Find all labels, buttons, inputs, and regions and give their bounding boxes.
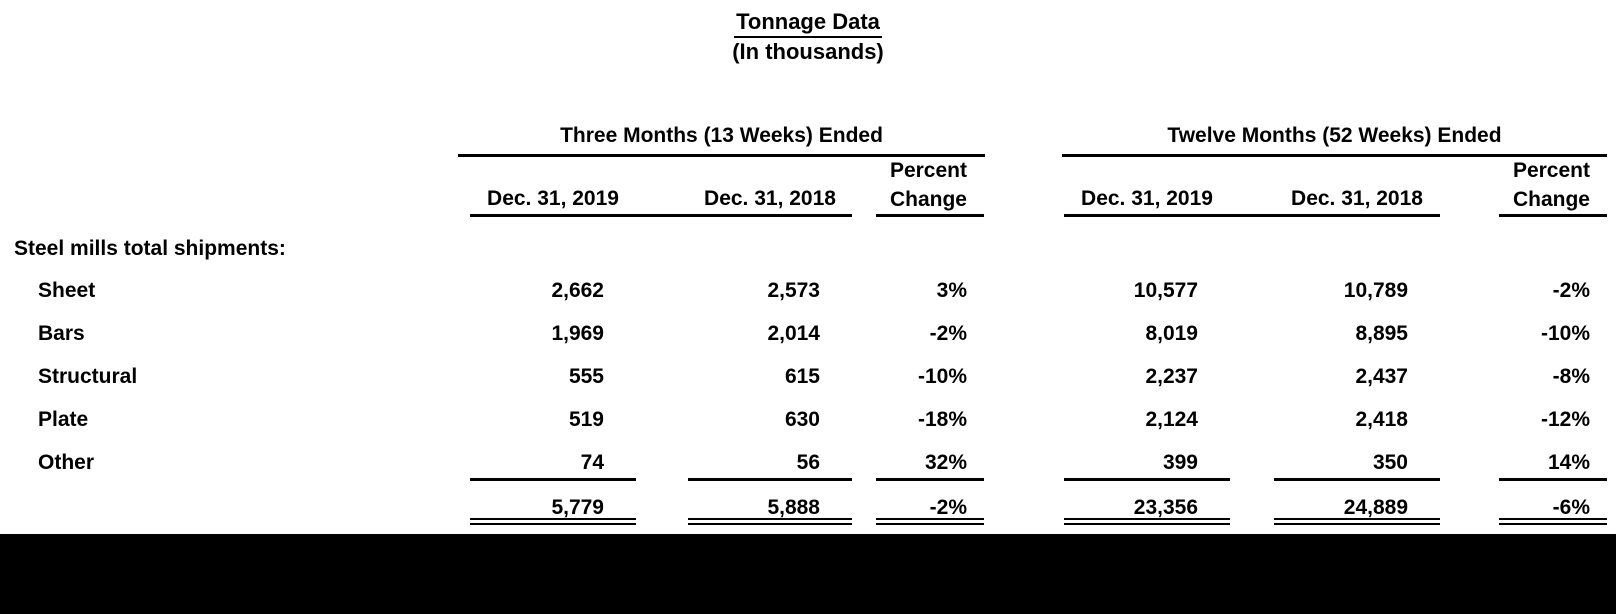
cell-plate-tm-2019: 519: [568, 408, 604, 431]
change-label: Change: [889, 188, 967, 211]
row-label-sheet: Sheet: [38, 279, 96, 302]
percent-label: Percent: [889, 159, 967, 182]
cell-plate-tm-pct: -18%: [917, 408, 967, 431]
page-title: [0, 8, 1616, 36]
cell-plate-tm-2018: 630: [784, 408, 820, 431]
total-double-rule: [876, 518, 984, 525]
column-header-twm-2018: Dec. 31, 2018: [1291, 187, 1423, 210]
group-header-twelve-months: Twelve Months (52 Weeks) Ended: [1062, 121, 1607, 157]
cell-bars-twm-2019: 8,019: [1145, 322, 1198, 345]
group-header-three-months: Three Months (13 Weeks) Ended: [458, 121, 985, 157]
column-header-percent-change-twelve-months: [1499, 156, 1607, 214]
cell-other-tm-2019: 74: [580, 451, 604, 474]
subtotal-rule: [1064, 478, 1230, 481]
cell-total-twm-2019: 23,356: [1133, 496, 1198, 519]
bottom-black-bar: [0, 534, 1616, 614]
row-label-bars: Bars: [38, 322, 85, 345]
subtotal-rule: [876, 478, 984, 481]
cell-plate-twm-2019: 2,124: [1145, 408, 1198, 431]
cell-sheet-twm-2018: 10,789: [1343, 279, 1408, 302]
cell-plate-twm-pct: -12%: [1540, 408, 1590, 431]
cell-sheet-tm-2018: 2,573: [767, 279, 820, 302]
column-header-twm-2019: Dec. 31, 2019: [1081, 187, 1213, 210]
cell-bars-tm-2019: 1,969: [551, 322, 604, 345]
percent-label: Percent: [1512, 159, 1590, 182]
total-double-rule: [1274, 518, 1440, 525]
cell-structural-twm-pct: -8%: [1552, 365, 1590, 388]
cell-total-tm-2019: 5,779: [551, 496, 604, 519]
cell-structural-twm-2019: 2,237: [1145, 365, 1198, 388]
cell-other-tm-pct: 32%: [924, 451, 967, 474]
total-double-rule: [1064, 518, 1230, 525]
page-title-text: Tonnage Data: [734, 8, 882, 38]
cell-total-twm-2018: 24,889: [1343, 496, 1408, 519]
cell-sheet-tm-pct: 3%: [936, 279, 967, 302]
header-rule-dates-three-months: [470, 214, 852, 217]
cell-plate-twm-2018: 2,418: [1355, 408, 1408, 431]
cell-structural-tm-2018: 615: [784, 365, 820, 388]
cell-other-twm-2018: 350: [1372, 451, 1408, 474]
cell-other-tm-2018: 56: [796, 451, 820, 474]
cell-total-twm-pct: -6%: [1552, 496, 1590, 519]
page-subtitle: (In thousands): [732, 39, 884, 64]
cell-bars-tm-pct: -2%: [929, 322, 967, 345]
cell-bars-tm-2018: 2,014: [767, 322, 820, 345]
column-header-percent-change-three-months: [876, 156, 984, 214]
subtotal-rule: [688, 478, 852, 481]
cell-bars-twm-pct: -10%: [1540, 322, 1590, 345]
subtotal-rule: [1274, 478, 1440, 481]
cell-structural-tm-pct: -10%: [917, 365, 967, 388]
cell-other-twm-2019: 399: [1162, 451, 1198, 474]
cell-sheet-twm-2019: 10,577: [1133, 279, 1198, 302]
change-label: Change: [1512, 188, 1590, 211]
header-rule-percent-three-months: [876, 214, 984, 217]
total-double-rule: [1499, 518, 1607, 525]
row-label-structural: Structural: [38, 365, 138, 388]
cell-total-tm-2018: 5,888: [767, 496, 820, 519]
total-double-rule: [688, 518, 852, 525]
total-double-rule: [470, 518, 636, 525]
header-rule-dates-twelve-months: [1064, 214, 1440, 217]
row-label-other: Other: [38, 451, 95, 474]
cell-structural-twm-2018: 2,437: [1355, 365, 1408, 388]
subtotal-rule: [1499, 478, 1607, 481]
section-heading: Steel mills total shipments:: [14, 237, 286, 260]
cell-bars-twm-2018: 8,895: [1355, 322, 1408, 345]
cell-other-twm-pct: 14%: [1547, 451, 1590, 474]
subtotal-rule: [470, 478, 636, 481]
cell-structural-tm-2019: 555: [568, 365, 604, 388]
row-label-plate: Plate: [38, 408, 89, 431]
column-header-tm-2019: Dec. 31, 2019: [487, 187, 619, 210]
cell-sheet-tm-2019: 2,662: [551, 279, 604, 302]
cell-total-tm-pct: -2%: [929, 496, 967, 519]
cell-sheet-twm-pct: -2%: [1552, 279, 1590, 302]
column-header-tm-2018: Dec. 31, 2018: [704, 187, 836, 210]
header-rule-percent-twelve-months: [1499, 214, 1607, 217]
